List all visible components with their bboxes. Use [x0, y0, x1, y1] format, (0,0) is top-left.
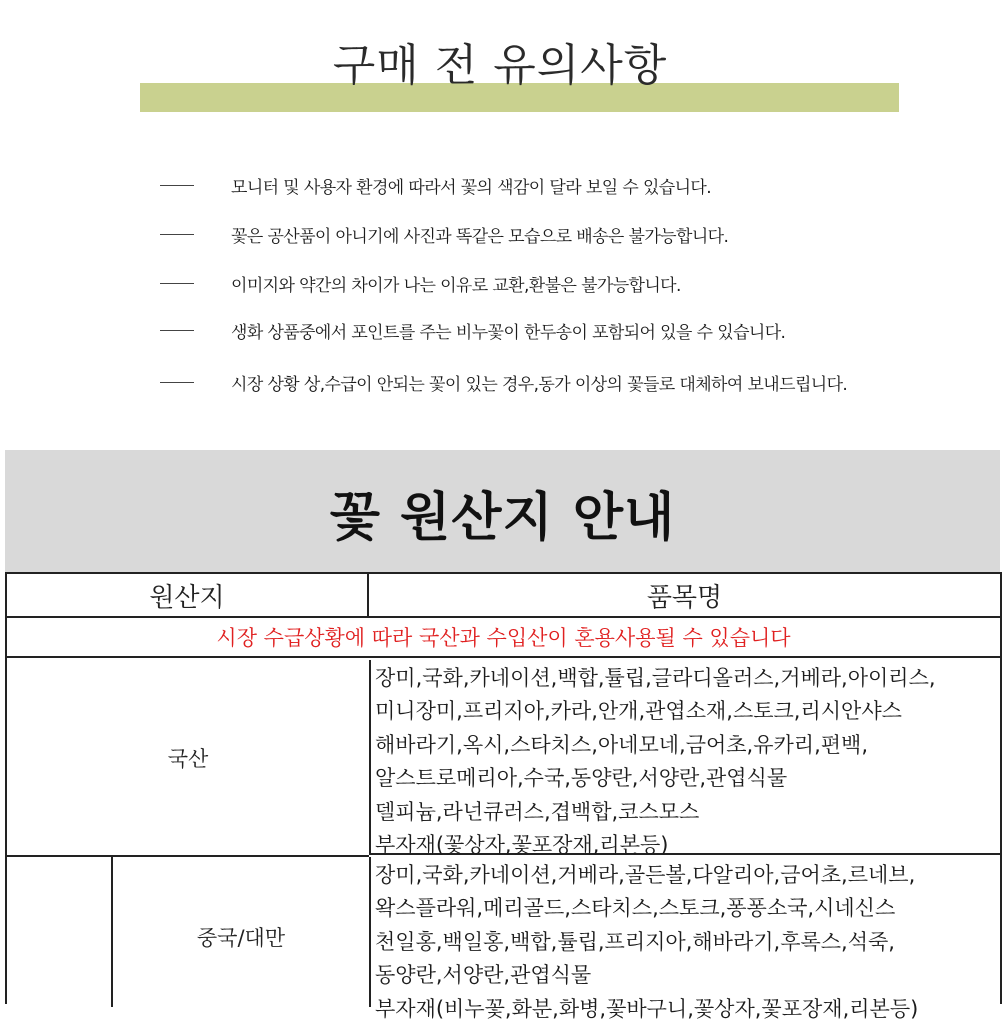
items-cell [369, 857, 1000, 1021]
dash-divider [160, 185, 194, 186]
origin-title: 꽃 원산지 안내 [329, 488, 676, 548]
items-line: 왁스플라워,메리골드,스타치스,스토크,퐁퐁소국,시네신스 [375, 896, 896, 921]
items-line: 미니장미,프리지아,카라,안개,관엽소재,스토크,리시안샤스 [375, 699, 902, 724]
notice-title: 구매 전 유의사항 [332, 40, 668, 91]
items-line: 부자재(꽃상자,꽃포장재,리본등) [375, 833, 669, 858]
notice-item [160, 268, 960, 298]
mixed-use-notice: 시장 수급상황에 따라 국산과 수입산이 혼용사용될 수 있습니다 [7, 618, 1000, 658]
items-line: 알스트로메리아,수국,동양란,서양란,관엽식물 [375, 766, 788, 791]
notice-item [160, 219, 960, 249]
dash-divider [160, 283, 194, 284]
items-line: 델피늄,라넌큐러스,겹백합,코스모스 [375, 799, 700, 824]
notice-item-text: 꽃은 공산품이 아니기에 사진과 똑같은 모습으로 배송은 불가능합니다. [231, 226, 729, 247]
items-line: 천일홍,백일홍,백합,튤립,프리지아,해바라기,후록스,석죽, [375, 929, 895, 954]
origin-section [5, 450, 1000, 1021]
items-line: 부자재(비누꽃,화분,화병,꽃바구니,꽃상자,꽃포장재,리본등) [375, 996, 919, 1021]
items-cell [369, 660, 1000, 858]
notice-item [160, 170, 960, 200]
dash-divider [160, 382, 194, 383]
items-line: 장미,국화,카네이션,백합,튤립,글라디올러스,거베라,아이리스, [375, 666, 936, 690]
notice-item [160, 367, 960, 397]
origin-table [5, 572, 1002, 1021]
notice-item-text: 시장 상황 상,수급이 안되는 꽃이 있는 경우,동가 이상의 꽃들로 대체하여 보내드립니다. [231, 374, 848, 395]
dash-divider [160, 330, 194, 331]
items-line: 해바라기,옥시,스타치스,아네모네,금어초,유카리,편백, [375, 732, 869, 757]
notice-item-text: 이미지와 약간의 차이가 나는 이유로 교환,환불은 불가능합니다. [231, 275, 681, 296]
header-items: 품목명 [369, 574, 1000, 618]
notice-item [160, 315, 960, 345]
items-line: 장미,국화,카네이션,거베라,골든볼,다알리아,금어초,르네브, [375, 863, 916, 887]
notice-item-text: 모니터 및 사용자 환경에 따라서 꽃의 색감이 달라 보일 수 있습니다. [231, 177, 712, 198]
notice-item-text: 생화 상품중에서 포인트를 주는 비누꽃이 한두송이 포함되어 있을 수 있습니다. [231, 322, 786, 343]
header-origin: 원산지 [7, 574, 369, 618]
origin-cell: 국산 [167, 746, 209, 771]
dash-divider [160, 234, 194, 235]
origin-cell: 중국/대만 [196, 926, 286, 950]
items-line: 동양란,서양란,관엽식물 [375, 963, 592, 988]
